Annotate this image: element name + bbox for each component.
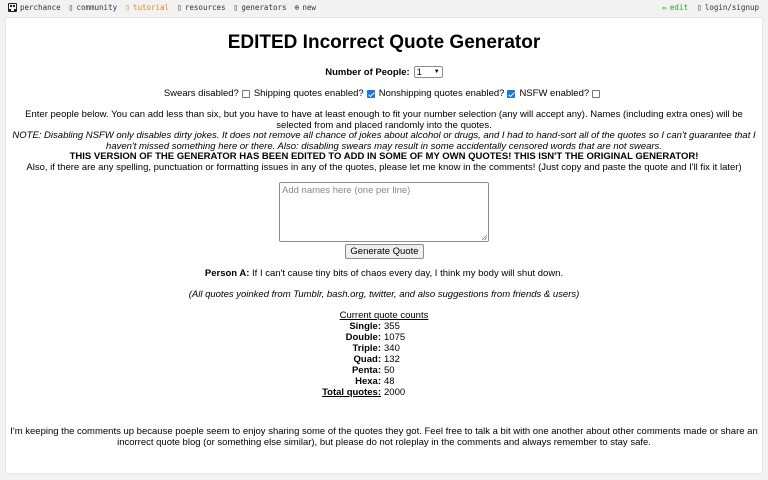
nav-tutorial[interactable] [125,3,169,12]
list-icon: ▯ [233,2,239,12]
count-value: 340 [384,343,400,354]
count-row-hexa [6,376,762,387]
instructions-text: Enter people below. You can add less than six, but you have to have at least enough to fit your number selection (any will accept any). Names (including extra ones) will be selected from and placed randomly into the quotes. [25,109,743,131]
count-label: Total quotes: [322,387,381,398]
count-label: Triple: [352,343,381,354]
nav-resources[interactable] [177,3,225,12]
nsfw-checkbox[interactable] [592,90,600,98]
plus-circle-icon: ⊕ [294,2,300,12]
resize-handle-icon[interactable] [482,235,487,240]
counts-heading: Current quote counts [339,310,429,321]
quote-credits: (All quotes yoinked from Tumblr, bash.org, twitter, and also suggestions from friends & users) [188,289,580,300]
options-row [6,88,762,99]
nav-resources-label: resources [184,3,226,12]
count-label: Single: [349,321,381,332]
top-nav-bar [0,0,768,16]
number-of-people-select[interactable] [414,66,443,78]
nav-community-label: community [76,3,118,12]
feedback-note: Also, if there are any spelling, punctuation or formatting issues in any of the quotes, please let me know in the comments! (Just copy and paste the quote and I'll fix it later) [26,162,742,173]
count-label: Double: [345,332,381,343]
count-label: Quad: [353,354,381,365]
nav-generators-label: generators [241,3,287,12]
nav-edit-label: edit [669,3,688,12]
book-icon: ▯ [125,2,130,12]
nav-new[interactable] [295,3,316,12]
top-nav-right [653,3,759,12]
nav-tutorial-label: tutorial [132,3,170,12]
count-value: 48 [384,376,395,387]
count-row-quad [6,354,762,365]
count-row-double [6,332,762,343]
nav-perchance-label: perchance [20,3,61,12]
nav-edit[interactable] [662,3,688,12]
count-value: 50 [384,365,395,376]
nav-generators[interactable] [234,3,287,12]
count-row-total [6,387,762,398]
number-of-people-row [6,66,762,78]
names-input[interactable] [279,182,489,242]
shipping-label: Shipping quotes enabled? [253,88,364,99]
names-placeholder: Add names here (one per line) [282,185,411,196]
generate-quote-button[interactable]: Generate Quote [345,244,424,259]
nav-new-label: new [302,3,316,12]
quote-text: If I can't cause tiny bits of chaos every day, I think my body will shut down. [249,268,564,279]
top-nav-left [8,3,324,12]
nav-login[interactable] [697,3,759,12]
count-value: 132 [384,354,400,365]
chevron-down-icon: ▼ [433,68,440,75]
count-row-single [6,321,762,332]
swears-label: Swears disabled? [163,88,239,99]
page-title: EDITED Incorrect Quote Generator [227,32,541,53]
count-row-penta [6,365,762,376]
count-value: 1075 [384,332,406,343]
nonshipping-checkbox[interactable] [507,90,515,98]
number-of-people-label: Number of People: [325,66,410,78]
nsfw-note: NOTE: Disabling NSFW only disables dirty jokes. It does not remove all chance of jokes about alcohol or drugs, and I had to hand-sort all of the quotes so I can't guarantee that I haven't missed something here or there. Also: disabling swears may result in some accidentally censored words that are not swears. [12,130,756,152]
edited-notice: THIS VERSION OF THE GENERATOR HAS BEEN EDITED TO ADD IN SOME OF MY OWN QUOTES! THIS ISN'T THE ORIGINAL GENERATOR! [69,151,699,162]
generated-quote [6,268,762,279]
chat-icon: ▯ [68,2,74,12]
folder-icon: ▯ [177,2,182,12]
number-of-people-value: 1 [416,66,422,77]
nsfw-label: NSFW enabled? [519,88,590,99]
swears-checkbox[interactable] [242,90,250,98]
count-value: 355 [384,321,400,332]
pencil-icon: ✏ [662,2,667,12]
comments-note: I'm keeping the comments up because poeple seem to enjoy sharing some of the quotes they got. Feel free to talk a bit with one another about other comments made or share an incorrect quote blog (or something else similar), but please do not roleplay in the comments and always remember to stay safe. [10,426,758,448]
nav-perchance[interactable] [8,3,61,12]
generator-panel [5,17,763,474]
count-value: 2000 [384,387,406,398]
quote-person: Person A: [204,268,250,279]
dice-icon [8,3,17,12]
count-label: Penta: [351,365,381,376]
shipping-checkbox[interactable] [367,90,375,98]
count-row-triple [6,343,762,354]
nav-login-label: login/signup [704,3,759,12]
nonshipping-label: Nonshipping quotes enabled? [378,88,505,99]
count-label: Hexa: [355,376,381,387]
user-icon: ▯ [696,2,702,12]
nav-community[interactable] [69,3,117,12]
